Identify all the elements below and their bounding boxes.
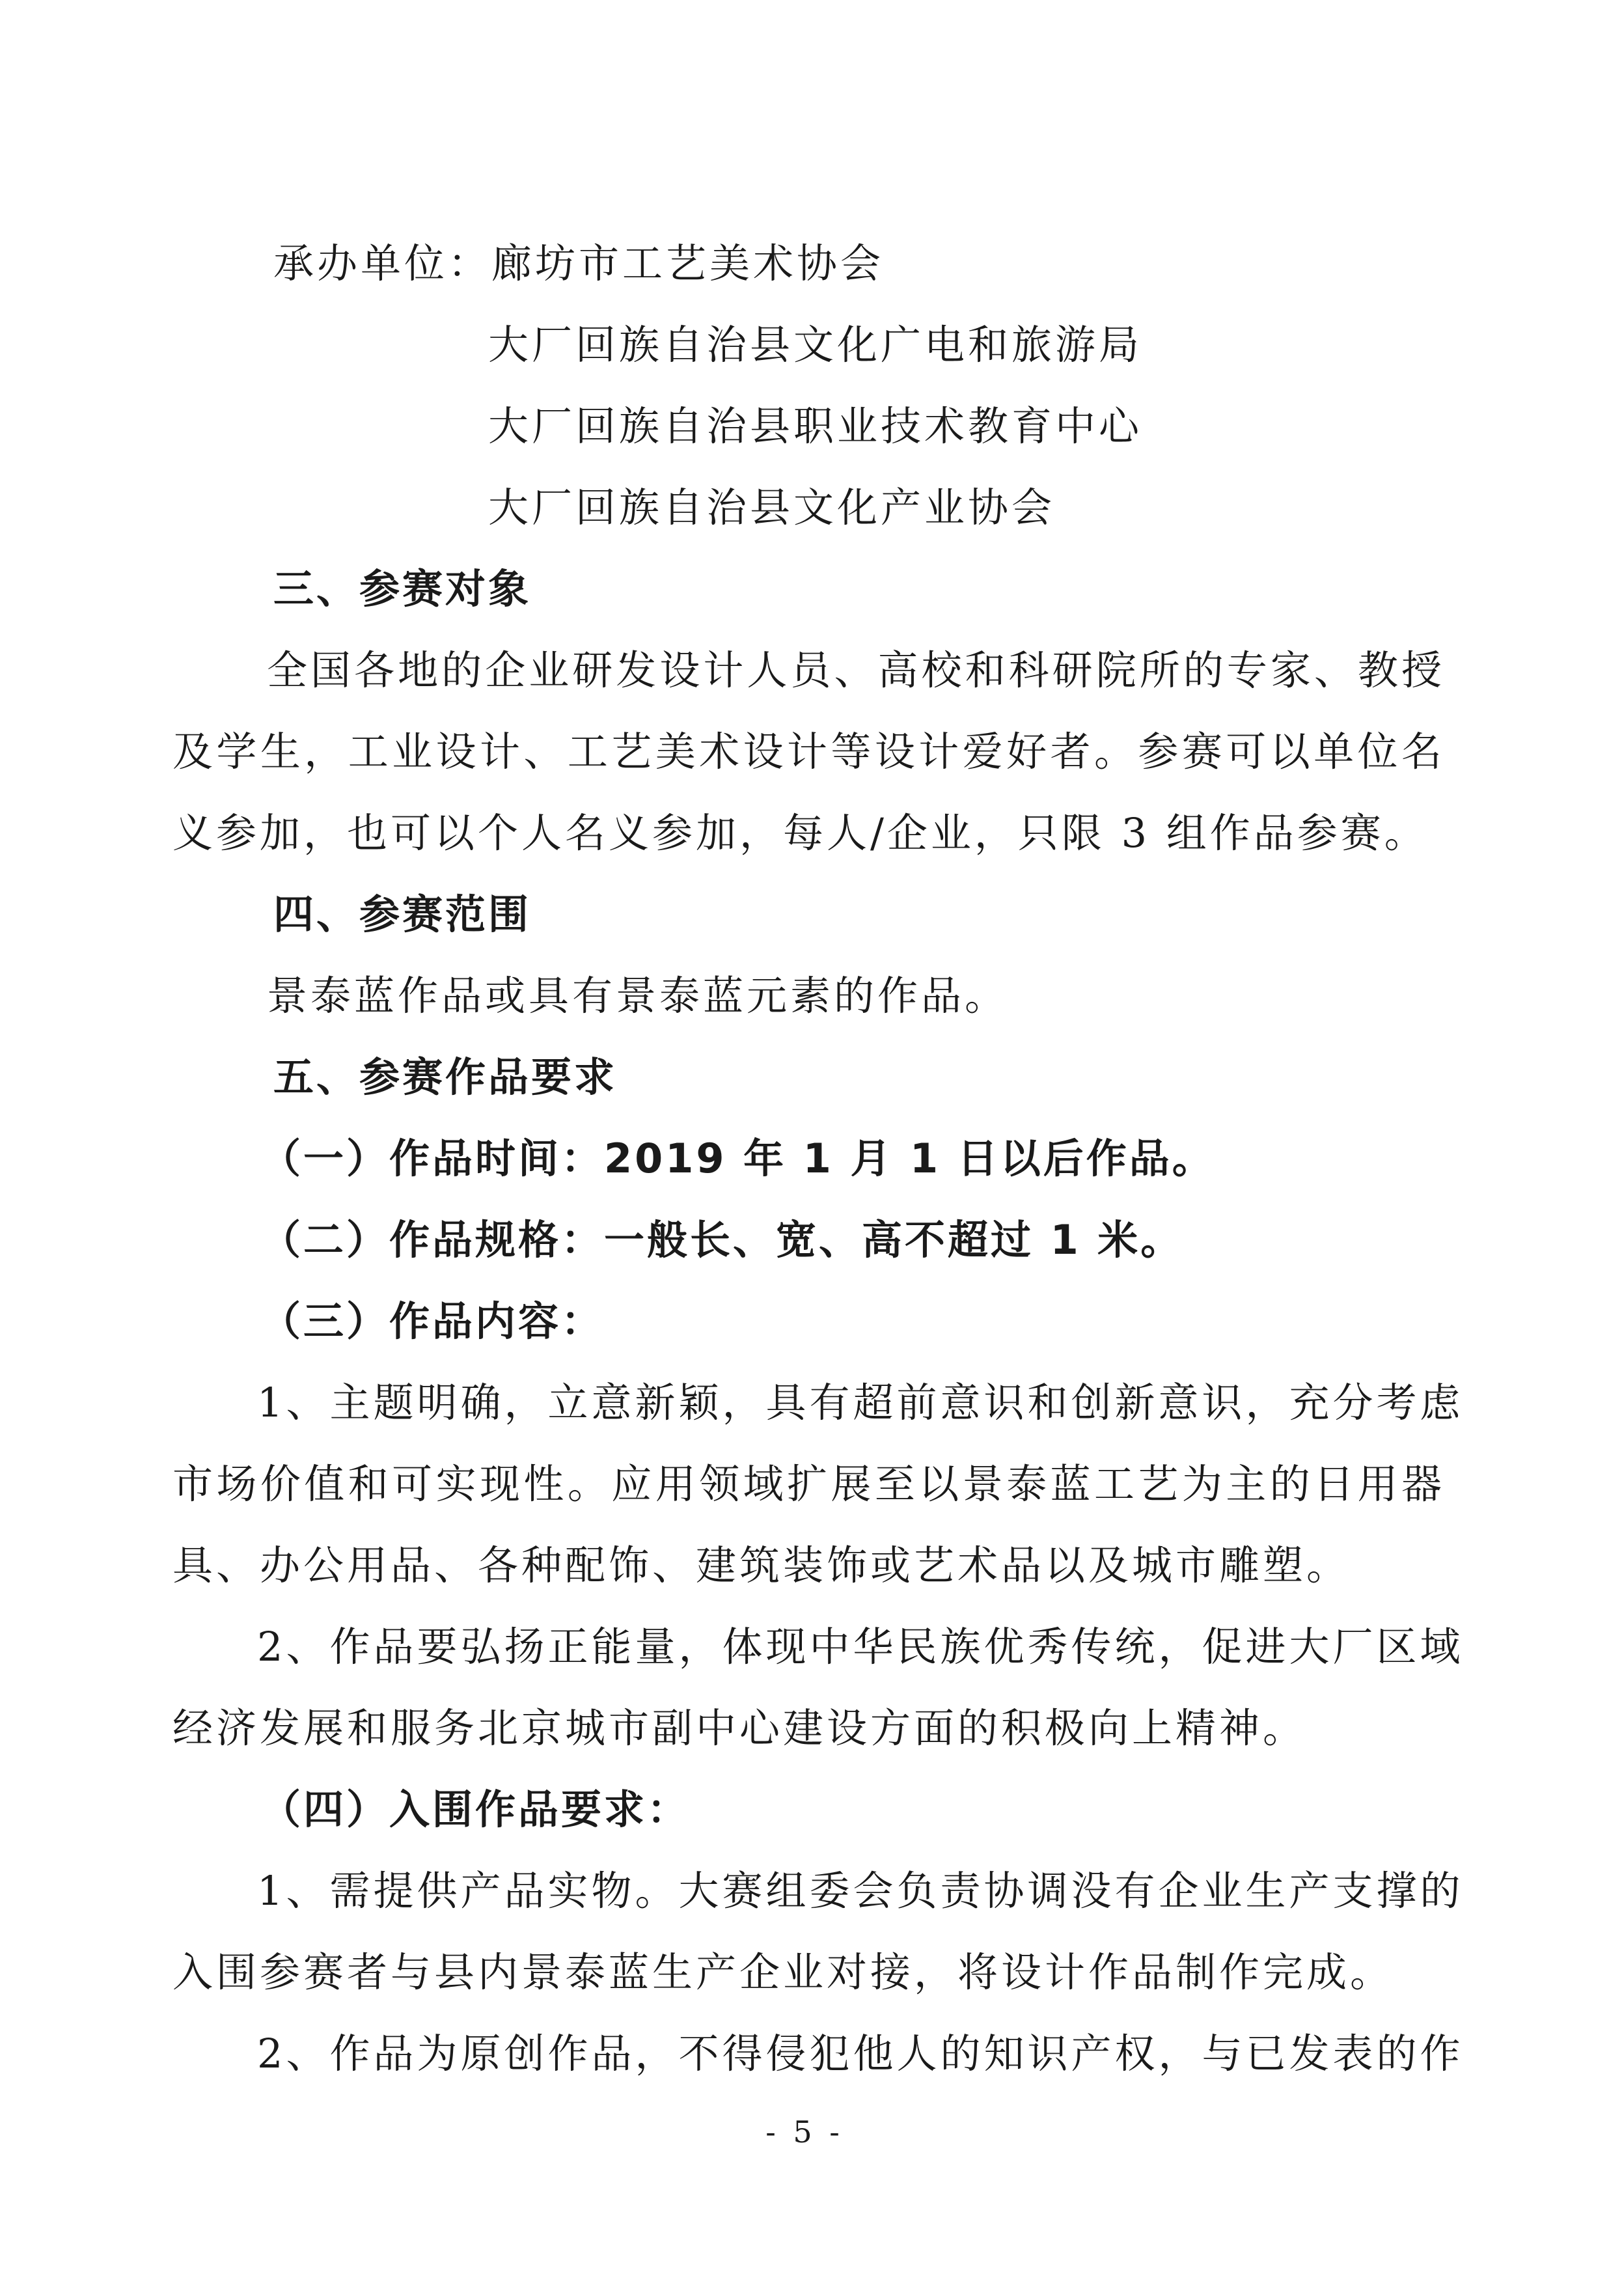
section-heading: 五、参赛作品要求: [273, 1053, 618, 1101]
sub-heading: （三）作品内容：: [260, 1297, 605, 1345]
paragraph-line: 义参加，也可以个人名义参加，每人/企业，只限 3 组作品参赛。: [172, 809, 1428, 857]
organizer-line: 大厂回族自治县职业技术教育中心: [488, 402, 1143, 450]
paragraph-line: 全国各地的企业研发设计人员、高校和科研院所的专家、教授: [267, 646, 1445, 694]
section-heading: 四、参赛范围: [273, 891, 532, 938]
paragraph-line: 市场价值和可实现性。应用领域扩展至以景泰蓝工艺为主的日用器: [172, 1460, 1445, 1508]
organizers-label-line: 承办单位：廊坊市工艺美术协会: [273, 240, 885, 287]
section-heading: 三、参赛对象: [273, 565, 532, 613]
paragraph-line: 2、作品为原创作品，不得侵犯他人的知识产权，与已发表的作: [257, 2030, 1464, 2077]
paragraph-line: 经济发展和服务北京城市副中心建设方面的积极向上精神。: [172, 1704, 1307, 1752]
organizer-line: 大厂回族自治县文化广电和旅游局: [488, 321, 1143, 368]
paragraph-line: 2、作品要弘扬正能量，体现中华民族优秀传统，促进大厂区域: [257, 1623, 1464, 1670]
paragraph-line: 1、主题明确，立意新颖，具有超前意识和创新意识，充分考虑: [257, 1379, 1464, 1426]
paragraph-line: 入围参赛者与县内景泰蓝生产企业对接，将设计作品制作完成。: [172, 1948, 1394, 1996]
sub-item: （一）作品时间：2019 年 1 月 1 日以后作品。: [260, 1135, 1215, 1182]
paragraph-line: 景泰蓝作品或具有景泰蓝元素的作品。: [267, 972, 1009, 1019]
paragraph-line: 1、需提供产品实物。大赛组委会负责协调没有企业生产支撑的: [257, 1867, 1464, 1915]
paragraph-line: 及学生，工业设计、工艺美术设计等设计爱好者。参赛可以单位名: [172, 728, 1445, 775]
paragraph-line: 具、办公用品、各种配饰、建筑装饰或艺术品以及城市雕塑。: [172, 1542, 1351, 1589]
organizer-line: 大厂回族自治县文化产业协会: [488, 484, 1056, 531]
page-number: - 5 -: [765, 2114, 844, 2150]
sub-item: （二）作品规格：一般长、宽、高不超过 1 米。: [260, 1216, 1184, 1264]
sub-heading: （四）入围作品要求：: [260, 1786, 691, 1833]
